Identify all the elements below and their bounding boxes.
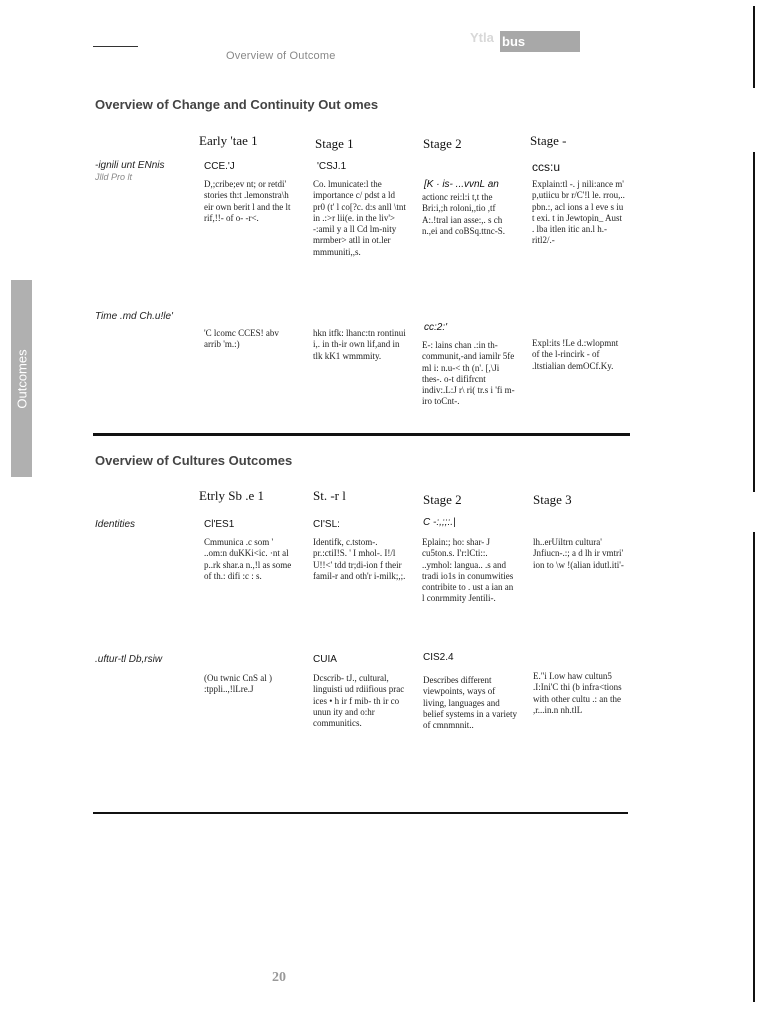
stage-header: St. -r l <box>313 488 346 503</box>
outcome-description: Eplain:; ho: shar- J cu5ton.s. I'r:lCti::. ..ymhol: langua.. .s and tradi io1s in conumwities contribite to . ust a ian an l conrmmity Jentili-. <box>422 537 514 604</box>
stage-header: Stage 2 <box>423 492 462 507</box>
outcome-code: 'CSJ.1 <box>317 161 347 172</box>
section-heading-change-continuity: Overview of Change and Continuity Out omes <box>95 97 379 112</box>
outcome-description: Dcscrib- tJ., cultural, linguisti ud rdiifious prac ices • h ir f mib- th ir co unun ity and o:hr communitics. <box>313 673 405 729</box>
section-divider <box>93 812 628 814</box>
header-tab-faint: Ytla <box>470 30 494 45</box>
side-tab-label: Outcomes <box>14 348 29 409</box>
right-edge-bar-top <box>753 6 755 88</box>
stage-header: Early 'tae 1 <box>199 133 258 148</box>
right-edge-bar-bottom <box>753 532 755 1002</box>
outcome-code: CIS2.4 <box>423 652 454 663</box>
outcome-description: (Ou twnic CnS al ) :tppli..,!lLre.J <box>204 673 272 695</box>
outcome-code: cc:2:' <box>424 322 448 333</box>
outcome-description: Explain:tl -. j nili:ance m' p,utiicu br r/C'!l le. rrou,.. pbn.:, acl ions a l eve s iu t exi. t in Jewtopin_ Aust . lba itlen itic an.l h.-ritl2/.- <box>532 179 625 246</box>
section-heading-cultures: Overview of Cultures Outcomes <box>95 453 293 468</box>
header-rule <box>93 46 138 47</box>
page-number: 20 <box>272 970 286 985</box>
outcome-description: E."i I.ow haw cultun5 .I:Ini'C thi (b infra<tions with other cultu .: an the ,r...in.n nh.tlL <box>533 671 622 715</box>
stage-header: Stage - <box>530 133 567 148</box>
stage-header: Stage 1 <box>315 136 354 151</box>
outcome-code: CI'SL: <box>313 519 340 530</box>
outcome-description: Expl:its !Le d.:wlopmnt of the l-rincirk - of .ltstialian demOCf.Ky. <box>532 338 619 371</box>
outcome-description: E-: lains chan .:in th- communit,-and iamilr 5fe ml i: n.u-< th (n'. [,\Ji thes-. o-t dififrcnt indiv:.L:J r\ ri( tr.s i 'fi m-iro toCnt-. <box>422 340 515 407</box>
header-tab: bus <box>500 31 580 52</box>
outcome-description: D,;cribe;ev nt; or retdi' stories th:t .lemonstra\h eir own berit l and the lt rif,!!- of o- -r<. <box>204 179 291 223</box>
outcome-description: Cmmunica .c som ' ..om:n duKKi<ic. ·nt al p..rk shar.a n.,!l as some of th.: difi :c : s. <box>204 537 292 581</box>
outcome-code: [K · is- ...vvnL an <box>424 179 499 190</box>
running-header-subtitle: Overview of Outcome <box>226 50 336 62</box>
side-tab <box>11 280 32 477</box>
outcome-description: Identifk, c.tstom-. pr.:ctiI!S. ' I mhol-. I!/l U!!<' tdd tr;di-ion f their famil-r and oth'r i-milk;,;. <box>313 537 406 581</box>
outcome-code: Cl'ES1 <box>204 519 235 530</box>
row-sublabel: Jlld Pro lt <box>95 172 133 182</box>
row-label: .uftur-tl Db,rsiw <box>95 654 163 665</box>
row-label: -ignili unt ENnis <box>95 160 165 171</box>
outcome-code: C -:,;;:.| <box>423 517 456 528</box>
outcome-code: CCE.'J <box>204 161 235 172</box>
outcome-description: Describes different viewpoints, ways of living, languages and belief systems in a variety of cmnmnnit.. <box>423 675 517 731</box>
outcome-description: lh..erUiltrn cultura' Jnfiucn-.:; a d lh ir vmtri' ion to \w !(alian idutl.iti'- <box>533 537 624 570</box>
outcome-code: CUIA <box>313 654 337 665</box>
outcome-description: Co. lmunicate:l the importance c/ pdst a ld pr0 (t' l co[?c. d:s anll \tnt in .:>r lii(e. in the liv'> -:amil y a ll Cd lm-nity mrmber> atll in ot.ler mmmuniti,,s. <box>313 179 406 257</box>
section-divider <box>93 433 630 436</box>
outcome-description: 'C lcomc CCES! abv arrib 'm.:) <box>204 328 279 350</box>
outcome-description: actionc rei:l:i t,t the Bri:i,;h roloni,,tio ,tf A:.!tral ian asse:,. s ch n.,ei and coBSq.ttnc-S. <box>422 192 505 236</box>
row-label: Time .md Ch.u!le' <box>95 311 173 322</box>
row-label: Identities <box>95 519 136 530</box>
stage-header: Etrly Sb .e 1 <box>199 488 264 503</box>
outcome-description: hkn itfk: lhanc:tn rontinui i,. in th-ir own lif,and in tlk kK1 wmmmity. <box>313 328 406 361</box>
right-edge-bar-mid <box>753 152 755 492</box>
stage-header: Stage 2 <box>423 136 462 151</box>
stage-header: Stage 3 <box>533 492 572 507</box>
outcome-code: ccs:u <box>532 160 561 174</box>
